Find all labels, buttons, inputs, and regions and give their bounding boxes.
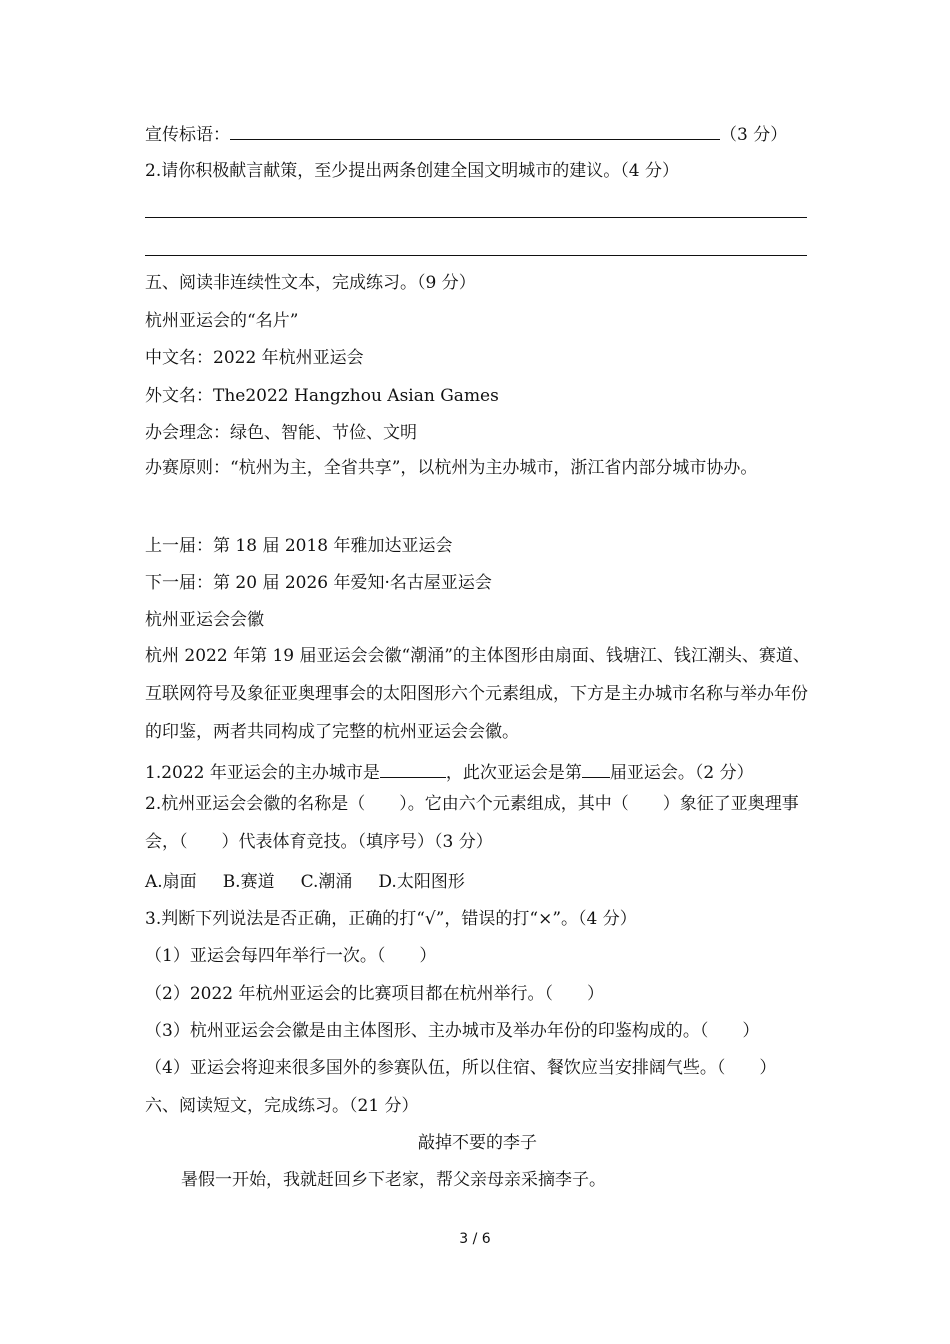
q5-1-text-a: 1.2022 年亚运会的主办城市是 [145,763,380,783]
q5-1-text-c: 届亚运会。（2 分） [609,763,754,783]
info-cn-name: 中文名：2022 年杭州亚运会 [145,348,364,368]
option-b: B.赛道 [222,872,275,892]
edition-blank[interactable] [582,759,610,778]
option-c: C.潮涌 [300,872,353,892]
info-previous: 上一届：第 18 届 2018 年雅加达亚运会 [145,536,453,556]
emblem-title: 杭州亚运会会徽 [145,610,264,630]
question-4-2: 2.请你积极献言献策，至少提出两条创建全国文明城市的建议。（4 分） [145,161,679,181]
option-a: A.扇面 [145,872,197,892]
q5-1-text-b: ，此次亚运会是第 [445,763,582,783]
card-title: 杭州亚运会的“名片” [145,311,299,331]
question-5-1 [145,759,810,784]
story-title: 敲掉不要的李子 [418,1133,537,1153]
judge-item-1: （1）亚运会每四年举行一次。（ ） [145,946,437,966]
story-paragraph-1: 暑假一开始，我就赶回乡下老家，帮父亲母亲采摘李子。 [181,1170,606,1190]
option-d: D.太阳图形 [378,872,465,892]
info-next: 下一届：第 20 届 2026 年爱知·名古屋亚运会 [145,573,492,593]
host-city-blank[interactable] [380,759,446,778]
slogan-answer-blank[interactable] [230,121,720,140]
page-number: 3 / 6 [459,1231,491,1247]
emblem-description: 杭州 2022 年第 19 届亚运会会徽“潮涌”的主体图形由扇面、钱塘江、钱江潮头、赛道、互联网符号及象征亚奥理事会的太阳图形六个元素组成，下方是主办城市名称与举办年份的印鉴，两者共同构成了完整的杭州亚运会会徽。 [145,646,810,742]
judge-item-3: （3）杭州亚运会会徽是由主体图形、主办城市及举办年份的印鉴构成的。（ ） [145,1021,760,1041]
answer-line-1[interactable] [145,217,807,218]
info-principle: 办赛原则：“杭州为主，全省共享”，以杭州为主办城市，浙江省内部分城市协办。 [145,458,758,478]
judge-item-2: （2）2022 年杭州亚运会的比赛项目都在杭州举行。（ ） [145,984,604,1004]
question-5-2: 2.杭州亚运会会徽的名称是（ ）。它由六个元素组成，其中（ ）象征了亚奥理事会，（ ）代表体育竞技。（填序号）（3 分） [145,794,799,852]
options-row [145,871,810,893]
slogan-line [145,121,810,146]
question-5-3: 3.判断下列说法是否正确，正确的打“√”，错误的打“×”。（4 分） [145,909,637,929]
slogan-label: 宣传标语： [145,125,230,145]
slogan-score: （3 分） [720,125,788,145]
info-en-name: 外文名：The2022 Hangzhou Asian Games [145,386,499,406]
judge-item-4: （4）亚运会将迎来很多国外的参赛队伍，所以住宿、餐饮应当安排阔气些。（ ） [145,1058,777,1078]
info-concept: 办会理念：绿色、智能、节俭、文明 [145,423,417,443]
section-5-title: 五、阅读非连续性文本，完成练习。（9 分） [145,273,476,293]
section-6-title: 六、阅读短文，完成练习。（21 分） [145,1096,419,1116]
answer-line-2[interactable] [145,255,807,256]
